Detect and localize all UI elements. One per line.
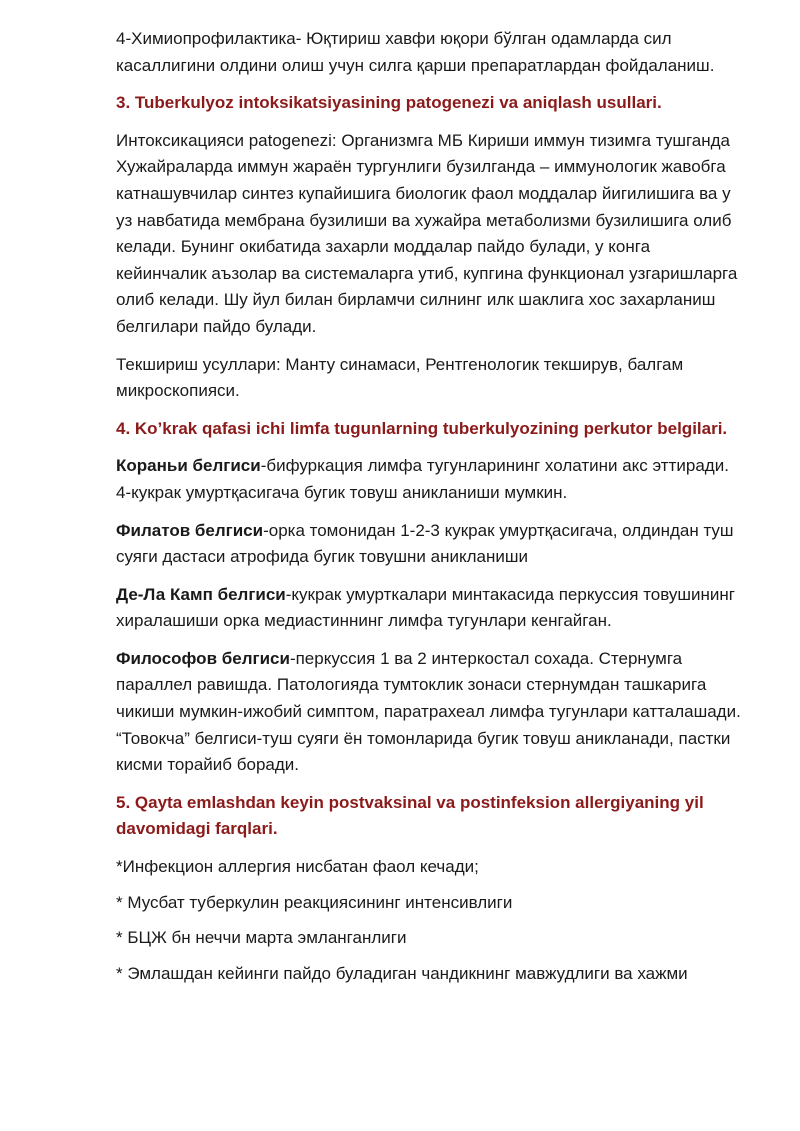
paragraph-intoxication-pathogenesis: Интоксикацияси patogenezi: Организмга МБ Кириши иммун тизимга тушганда Хужайраларда иммун жараён тургунлиги бузилганда – иммунологик жавобга катнашувчилар синтез купайишига биологик фаол моддалар йигилишига ва у уз навбатида мембрана бузилиши ва хужайра метаболизми бузилишига олиб келади. Бунинг окибатида захарли моддалар пайдо булади, у конга кейинчалик аъзолар ва системаларга утиб, купгина функционал узгаришларга олиб келади. Шу йул билан бирламчи силнинг илк шаклига хос захарланиш белгилари пайдо булади. <box>116 130 738 336</box>
sign-filatov <box>116 518 741 571</box>
document-page <box>116 26 741 996</box>
sign-text: -орка томонидан 1-2-3 кукрак умуртқасигача, олдиндан туш суяги дастаси атрофида бугик товушни аникланиши <box>116 520 734 567</box>
sign-name: Филатов белгиси <box>116 520 264 540</box>
sign-name: Де-Ла Камп белгиси <box>116 584 286 604</box>
sign-korani <box>116 453 741 506</box>
sign-name: Философов белгиси <box>116 648 290 668</box>
list-item: * Мусбат туберкулин реакциясининг интенсивлиги <box>116 892 513 912</box>
list-item: * Эмлашдан кейинги пайдо буладиган чандикнинг мавжудлиги ва хажми <box>116 963 688 983</box>
paragraph-chemoprophylaxis: 4-Химиопрофилактика- Юқтириш хавфи юқори бўлган одамларда сил касаллигини олдини олиш учун силга қарши препаратлардан фойдаланиш. <box>116 29 715 75</box>
heading-section-5: 5. Qayta emlashdan keyin postvaksinal va postinfeksion allergiyaning yil davomidagi farqlari. <box>116 792 704 839</box>
sign-de-la-camp <box>116 582 741 635</box>
list-item: * БЦЖ бн неччи марта эмланганлиги <box>116 928 407 948</box>
sign-name: Кораньи белгиси <box>116 456 261 476</box>
sign-filosofov <box>116 646 741 779</box>
heading-section-4: 4. Ko’krak qafasi ichi limfa tugunlarning tuberkulyozining perkutor belgilari. <box>116 418 728 438</box>
paragraph-examination-methods: Текшириш усуллари: Манту синамаси, Рентгенологик текширув, балгам микроскопияси. <box>116 354 684 401</box>
sign-text: -кукрак умурткалари минтакасида перкуссия товушининг хиралашиши орка медиастиннинг лимфа тугунлари кенгайган. <box>116 584 736 631</box>
heading-section-3: 3. Tuberkulyoz intoksikatsiyasining patogenezi va aniqlash usullari. <box>116 93 662 113</box>
sign-text: -бифуркация лимфа тугунларининг холатини акс эттиради. 4-кукрак умуртқасигача бугик товуш аникланиши мумкин. <box>116 456 729 502</box>
list-item: *Инфекцион аллергия нисбатан фаол кечади; <box>116 857 479 877</box>
sign-text: -перкуссия 1 ва 2 интеркостал сохада. Стернумга параллел равишда. Патологияда тумтоклик зонаси стернумдан ташкарига чикиши мумкин-ижобий симптом, паратрахеал лимфа тугунлари катталашади. “Товокча” белгиси-туш суяги ён томонларида бугик товуш аникланади, пастки кисми торайиб боради. <box>116 648 741 775</box>
